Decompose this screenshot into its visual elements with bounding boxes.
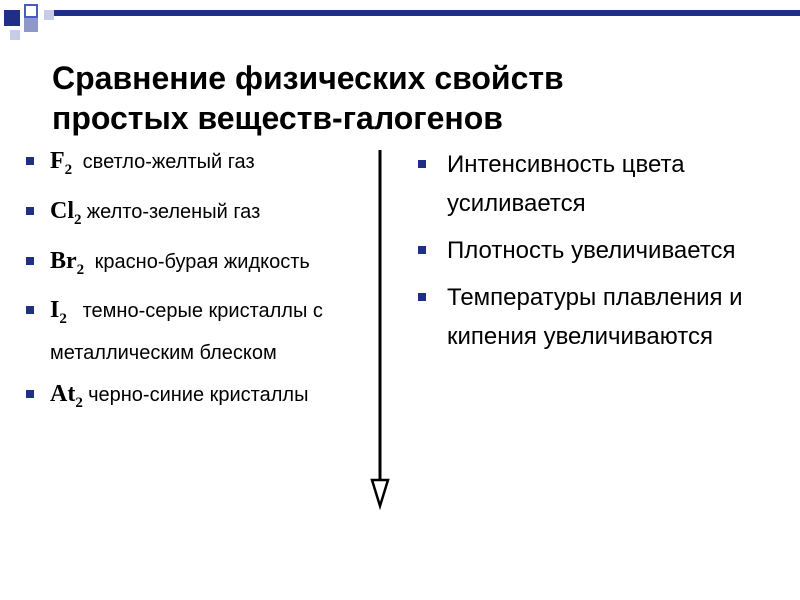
down-arrow-icon <box>370 150 390 510</box>
list-item <box>414 145 744 223</box>
list-item <box>414 278 744 356</box>
title-line-2: простых веществ-галогенов <box>52 100 503 136</box>
trend-list <box>414 145 744 364</box>
list-item <box>22 294 382 370</box>
formula: $I_2$ <box>50 297 67 328</box>
formula: $Cl_2$ <box>50 197 82 228</box>
square-bullet-icon <box>26 257 34 265</box>
trend-text: Интенсивность цвета усиливается <box>447 151 685 217</box>
trend-text: Температуры плавления и кипения увеличиваются <box>447 284 743 350</box>
list-item <box>22 378 382 420</box>
trend-text: Плотность увеличивается <box>447 237 736 264</box>
list-item <box>22 245 382 287</box>
item-description: желто-зеленый газ <box>86 200 261 223</box>
list-item <box>414 231 744 270</box>
square-bullet-icon <box>26 207 34 215</box>
formula: $Br_2$ <box>50 247 85 278</box>
formula: $At_2$ <box>50 381 83 411</box>
square-bullet-icon <box>26 390 34 398</box>
header-bar <box>54 10 800 16</box>
square-bullet-icon <box>26 157 34 165</box>
item-description: светло-желтый газ <box>82 151 255 173</box>
square-bullet-icon <box>418 246 426 254</box>
square-bullet-icon <box>418 293 426 301</box>
list-item <box>22 195 382 237</box>
item-description: красно-бурая жидкость <box>94 250 310 273</box>
item-description: черно-синие кристаллы <box>88 384 309 407</box>
decor-squares-icon <box>0 0 80 50</box>
square-bullet-icon <box>26 306 34 314</box>
halogen-list <box>22 145 382 428</box>
item-description: темно-серые кристаллы с металлическим блеском <box>50 300 323 365</box>
square-bullet-icon <box>418 160 426 168</box>
title-line-1: Сравнение физических свойств <box>52 60 564 96</box>
list-item <box>22 145 382 187</box>
slide-title <box>52 58 772 138</box>
formula: $F_2$ <box>50 148 73 178</box>
